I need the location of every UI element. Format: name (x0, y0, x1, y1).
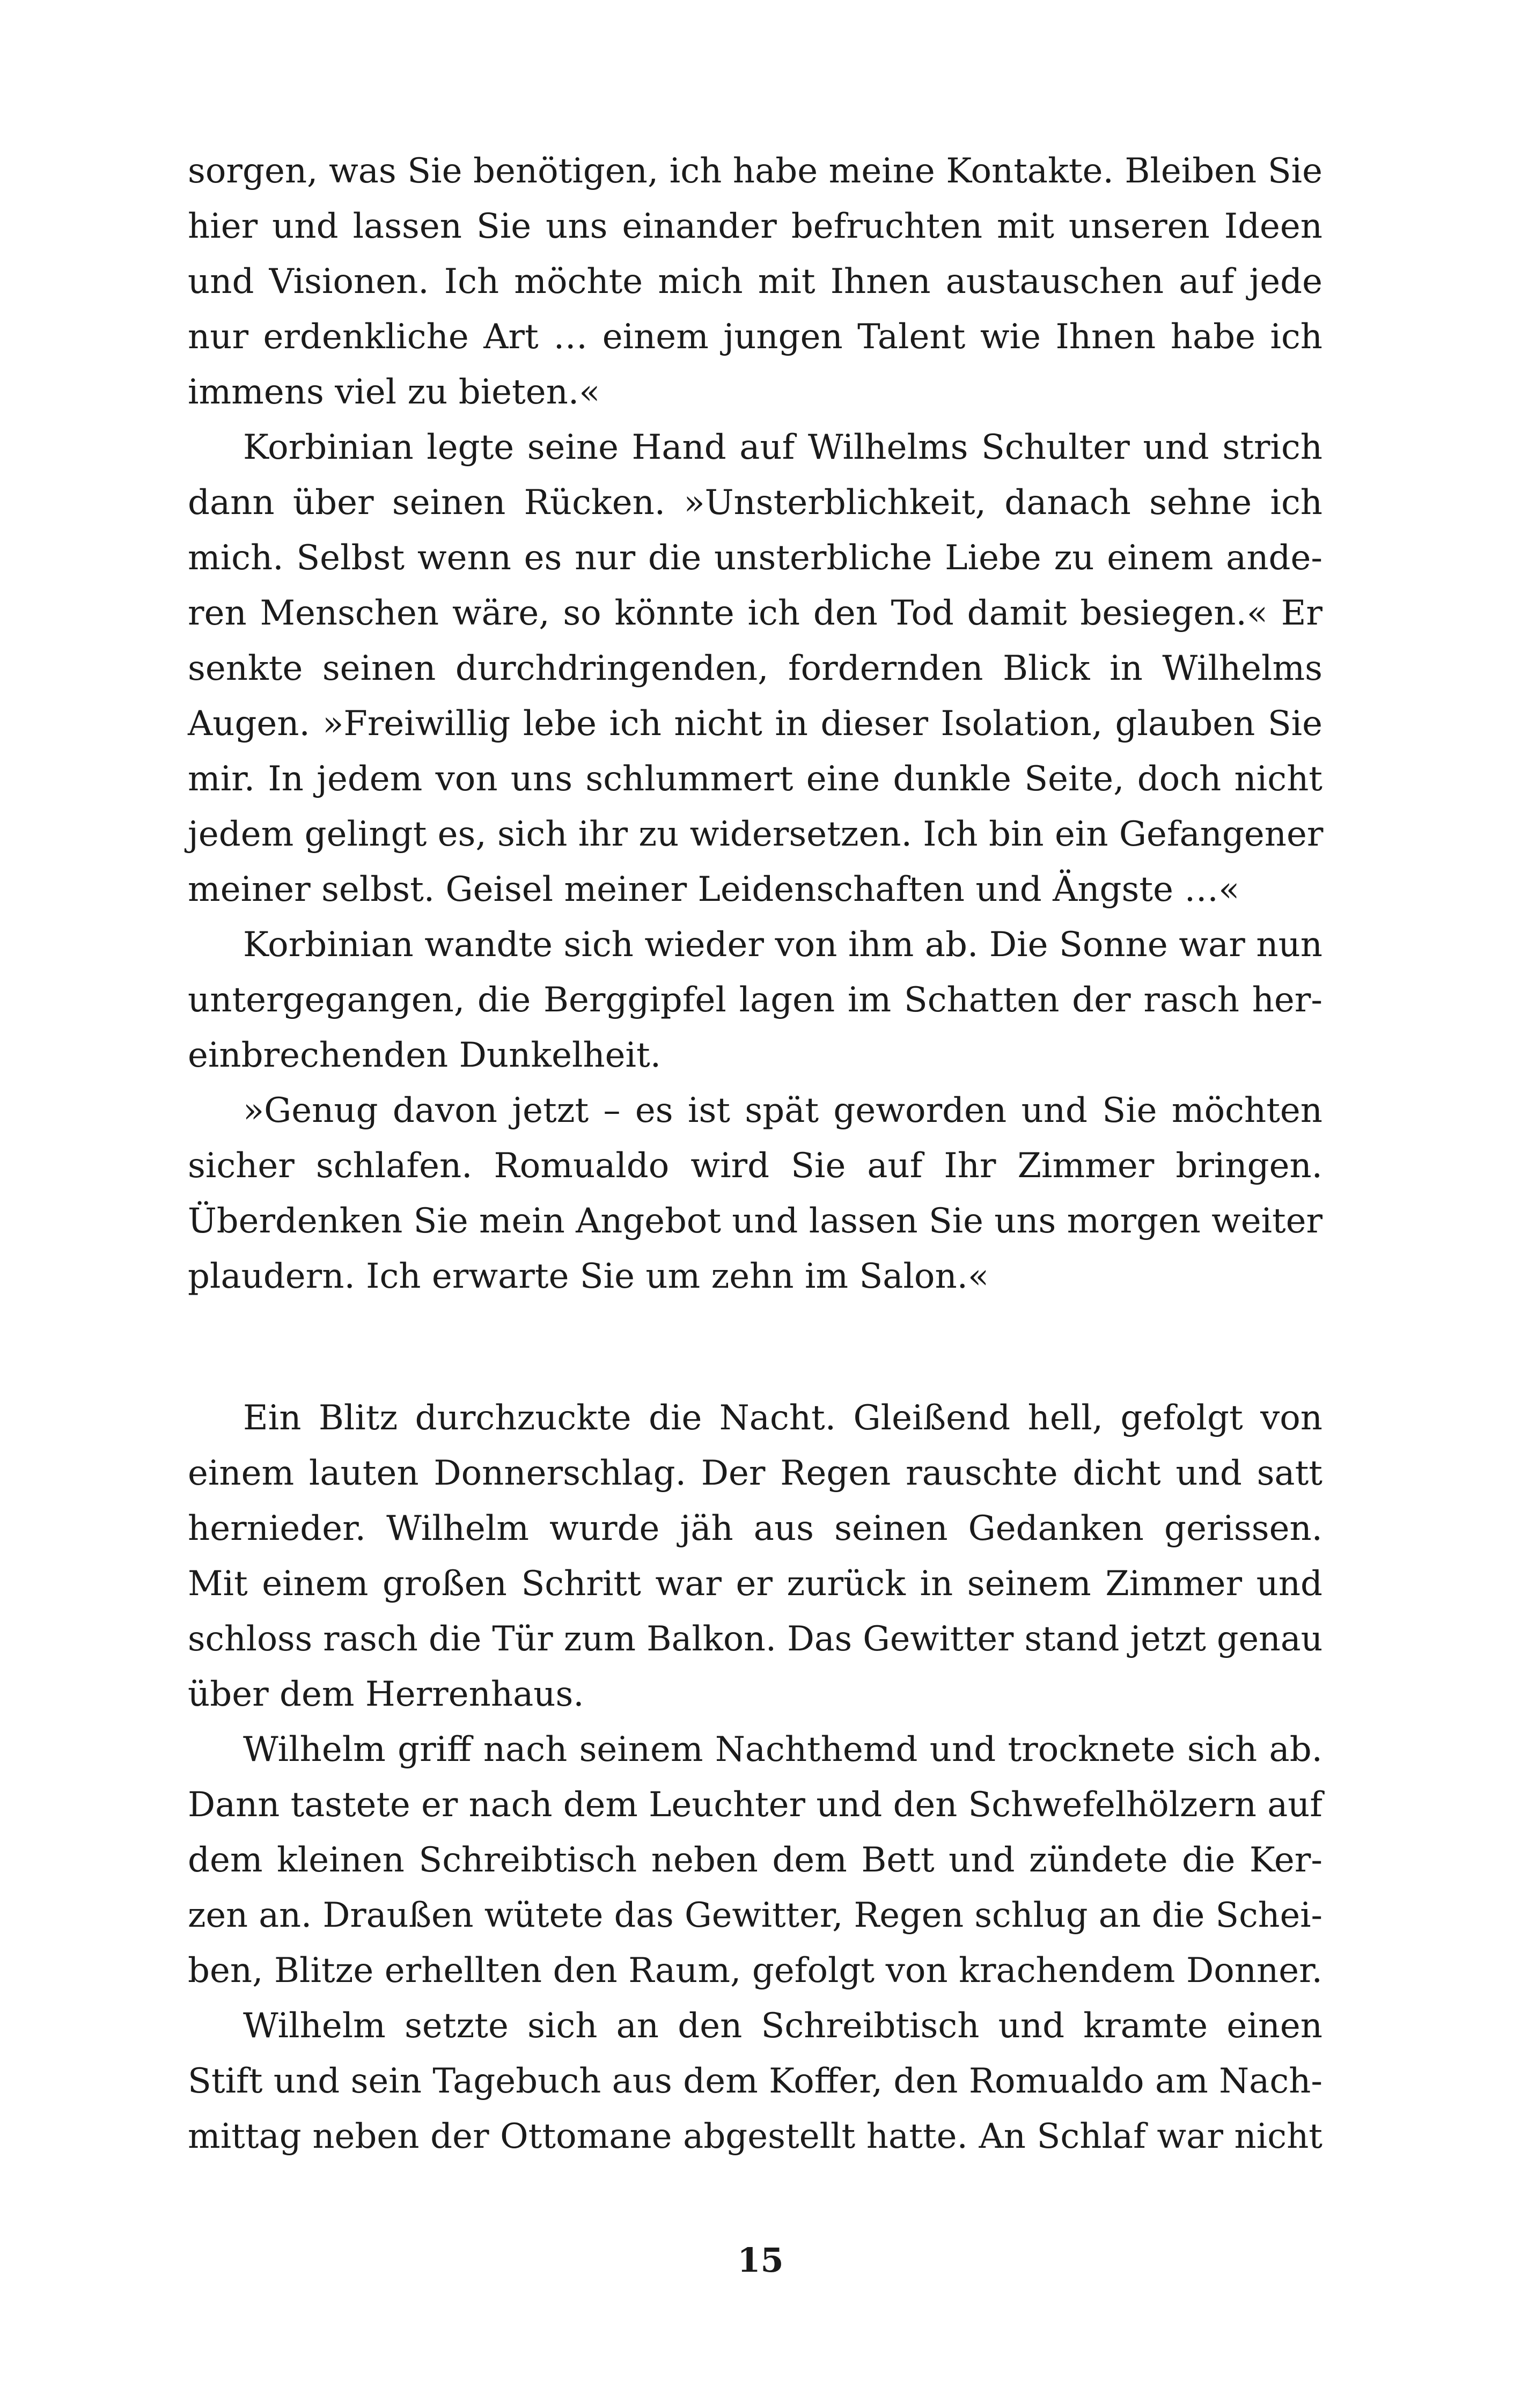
text-line: senkte seinen durchdringenden, fordernden Blick in Wilhelms (188, 649, 1322, 688)
text-line: einbrechenden Dunkelheit. (188, 1036, 662, 1075)
text-line: sorgen, was Sie benötigen, ich habe meine Kontakte. Bleiben Sie (188, 151, 1322, 191)
text-line: plaudern. Ich erwarte Sie um zehn im Salon.« (188, 1257, 989, 1296)
text-line: Mit einem großen Schritt war er zurück in seinem Zimmer und (188, 1564, 1322, 1604)
text-line: meiner selbst. Geisel meiner Leidenschaften und Ängste …« (188, 870, 1240, 909)
text-line: hier und lassen Sie uns einander befruchten mit unseren Ideen (188, 207, 1322, 246)
text-line: untergegangen, die Berggipfel lagen im Schatten der rasch her- (188, 980, 1322, 1020)
text-line: schloss rasch die Tür zum Balkon. Das Gewitter stand jetzt genau (188, 1619, 1323, 1659)
text-line: sicher schlafen. Romualdo wird Sie auf Ihr Zimmer bringen. (188, 1146, 1322, 1186)
text-line: ben, Blitze erhellten den Raum, gefolgt von krachendem Donner. (188, 1951, 1322, 1991)
text-line: mir. In jedem von uns schlummert eine dunkle Seite, doch nicht (188, 759, 1322, 799)
page-number: 15 (737, 2241, 784, 2280)
text-line: Korbinian wandte sich wieder von ihm ab. Die Sonne war nun (243, 925, 1322, 965)
text-line: einem lauten Donnerschlag. Der Regen rauschte dicht und satt (188, 1453, 1322, 1493)
text-line: Wilhelm setzte sich an den Schreibtisch und kramte einen (243, 2006, 1322, 2046)
text-line: jedem gelingt es, sich ihr zu widersetzen. Ich bin ein Gefangener (188, 814, 1324, 854)
text-line: Überdenken Sie mein Angebot und lassen Sie uns morgen weiter (188, 1201, 1322, 1241)
text-line: zen an. Draußen wütete das Gewitter, Regen schlug an die Schei- (188, 1896, 1322, 1935)
text-line: Stift und sein Tagebuch aus dem Koffer, den Romualdo am Nach- (188, 2061, 1322, 2101)
text-line: ren Menschen wäre, so könnte ich den Tod damit besiegen.« Er (188, 593, 1322, 633)
text-line: mittag neben der Ottomane abgestellt hatte. An Schlaf war nicht (188, 2117, 1322, 2156)
text-line: Wilhelm griff nach seinem Nachthemd und trocknete sich ab. (243, 1730, 1322, 1770)
text-line: Dann tastete er nach dem Leuchter und den Schwefelhölzern auf (188, 1785, 1322, 1825)
text-line: über dem Herrenhaus. (188, 1675, 584, 1714)
text-line: und Visionen. Ich möchte mich mit Ihnen austauschen auf jede (188, 262, 1322, 302)
text-line: »Genug davon jetzt – es ist spät geworden und Sie möchten (243, 1091, 1322, 1130)
text-line: mich. Selbst wenn es nur die unsterbliche Liebe zu einem ande- (188, 538, 1322, 578)
text-line: hernieder. Wilhelm wurde jäh aus seinen Gedanken gerissen. (188, 1509, 1322, 1548)
text-line: Augen. »Freiwillig lebe ich nicht in dieser Isolation, glauben Sie (188, 704, 1322, 744)
text-line: immens viel zu bieten.« (188, 372, 600, 412)
text-line: dann über seinen Rücken. »Unsterblichkeit, danach sehne ich (188, 483, 1322, 523)
text-line: dem kleinen Schreibtisch neben dem Bett und zündete die Ker- (188, 1840, 1322, 1880)
text-line: Korbinian legte seine Hand auf Wilhelms Schulter und strich (243, 428, 1322, 467)
text-line: nur erdenkliche Art … einem jungen Talent wie Ihnen habe ich (188, 317, 1322, 357)
text-line: Ein Blitz durchzuckte die Nacht. Gleißend hell, gefolgt von (243, 1398, 1322, 1438)
